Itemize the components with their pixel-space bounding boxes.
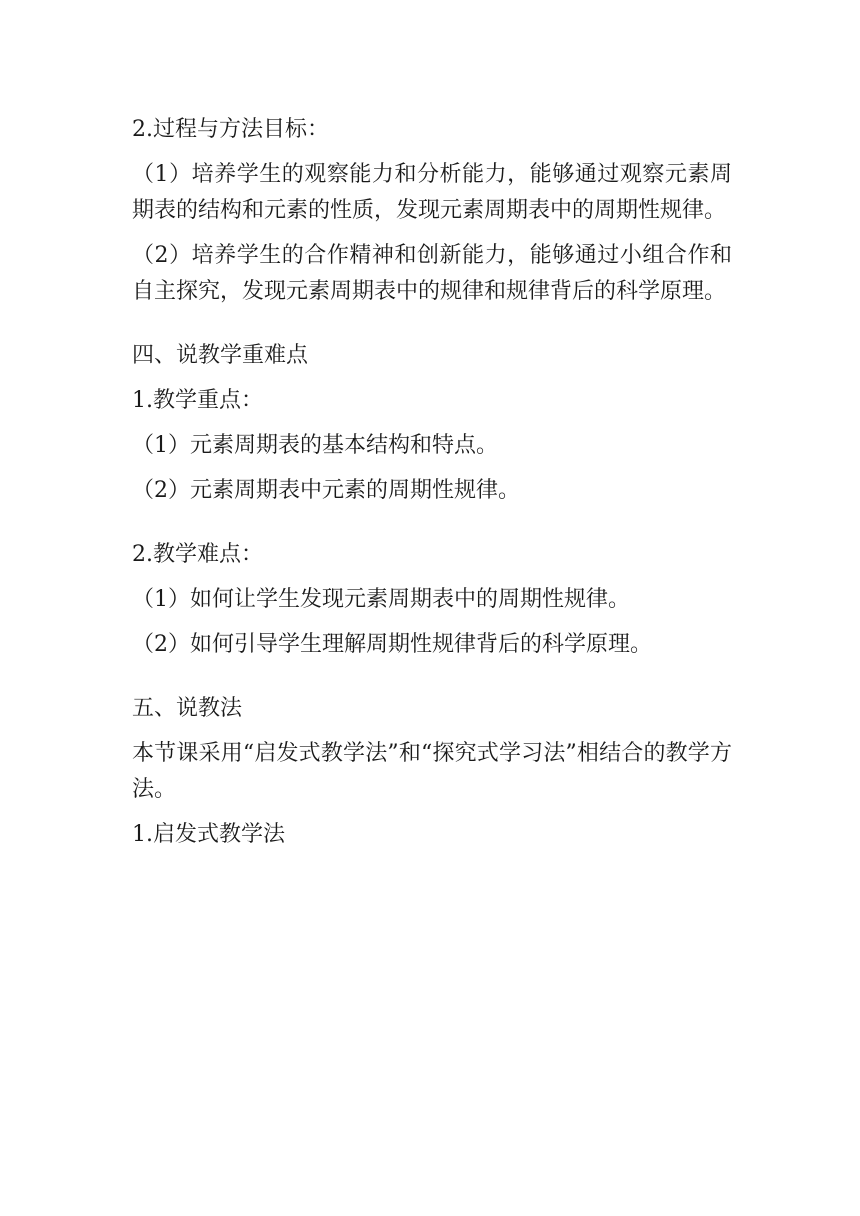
process-method-goal-subheading: 2.过程与方法目标：	[132, 117, 329, 142]
key-point-item-2: （2）元素周期表中元素的周期性规律。	[132, 478, 520, 503]
teaching-methods-intro: 本节课采用“启发式教学法”和“探究式学习法”相结合的教学方法。	[132, 741, 732, 802]
process-method-goal-item-2: （2）培养学生的合作精神和创新能力，能够通过小组合作和自主探究，发现元素周期表中的规律和规律背后的科学原理。	[132, 243, 732, 304]
section-heading-teaching-methods: 五、说教法	[132, 696, 243, 721]
heuristic-method-subheading: 1.启发式教学法	[132, 822, 285, 847]
key-point-item-1: （1）元素周期表的基本结构和特点。	[132, 433, 498, 458]
key-points-subheading: 1.教学重点：	[132, 388, 263, 413]
difficult-point-item-2: （2）如何引导学生理解周期性规律背后的科学原理。	[132, 632, 652, 657]
process-method-goal-item-1: （1）培养学生的观察能力和分析能力，能够通过观察元素周期表的结构和元素的性质，发现元素周期表中的周期性规律。	[132, 162, 732, 223]
document-body	[132, 112, 732, 853]
difficult-point-item-1: （1）如何让学生发现元素周期表中的周期性规律。	[132, 587, 630, 612]
difficult-points-subheading: 2.教学难点：	[132, 542, 263, 567]
section-heading-key-difficult-points: 四、说教学重难点	[132, 343, 309, 368]
